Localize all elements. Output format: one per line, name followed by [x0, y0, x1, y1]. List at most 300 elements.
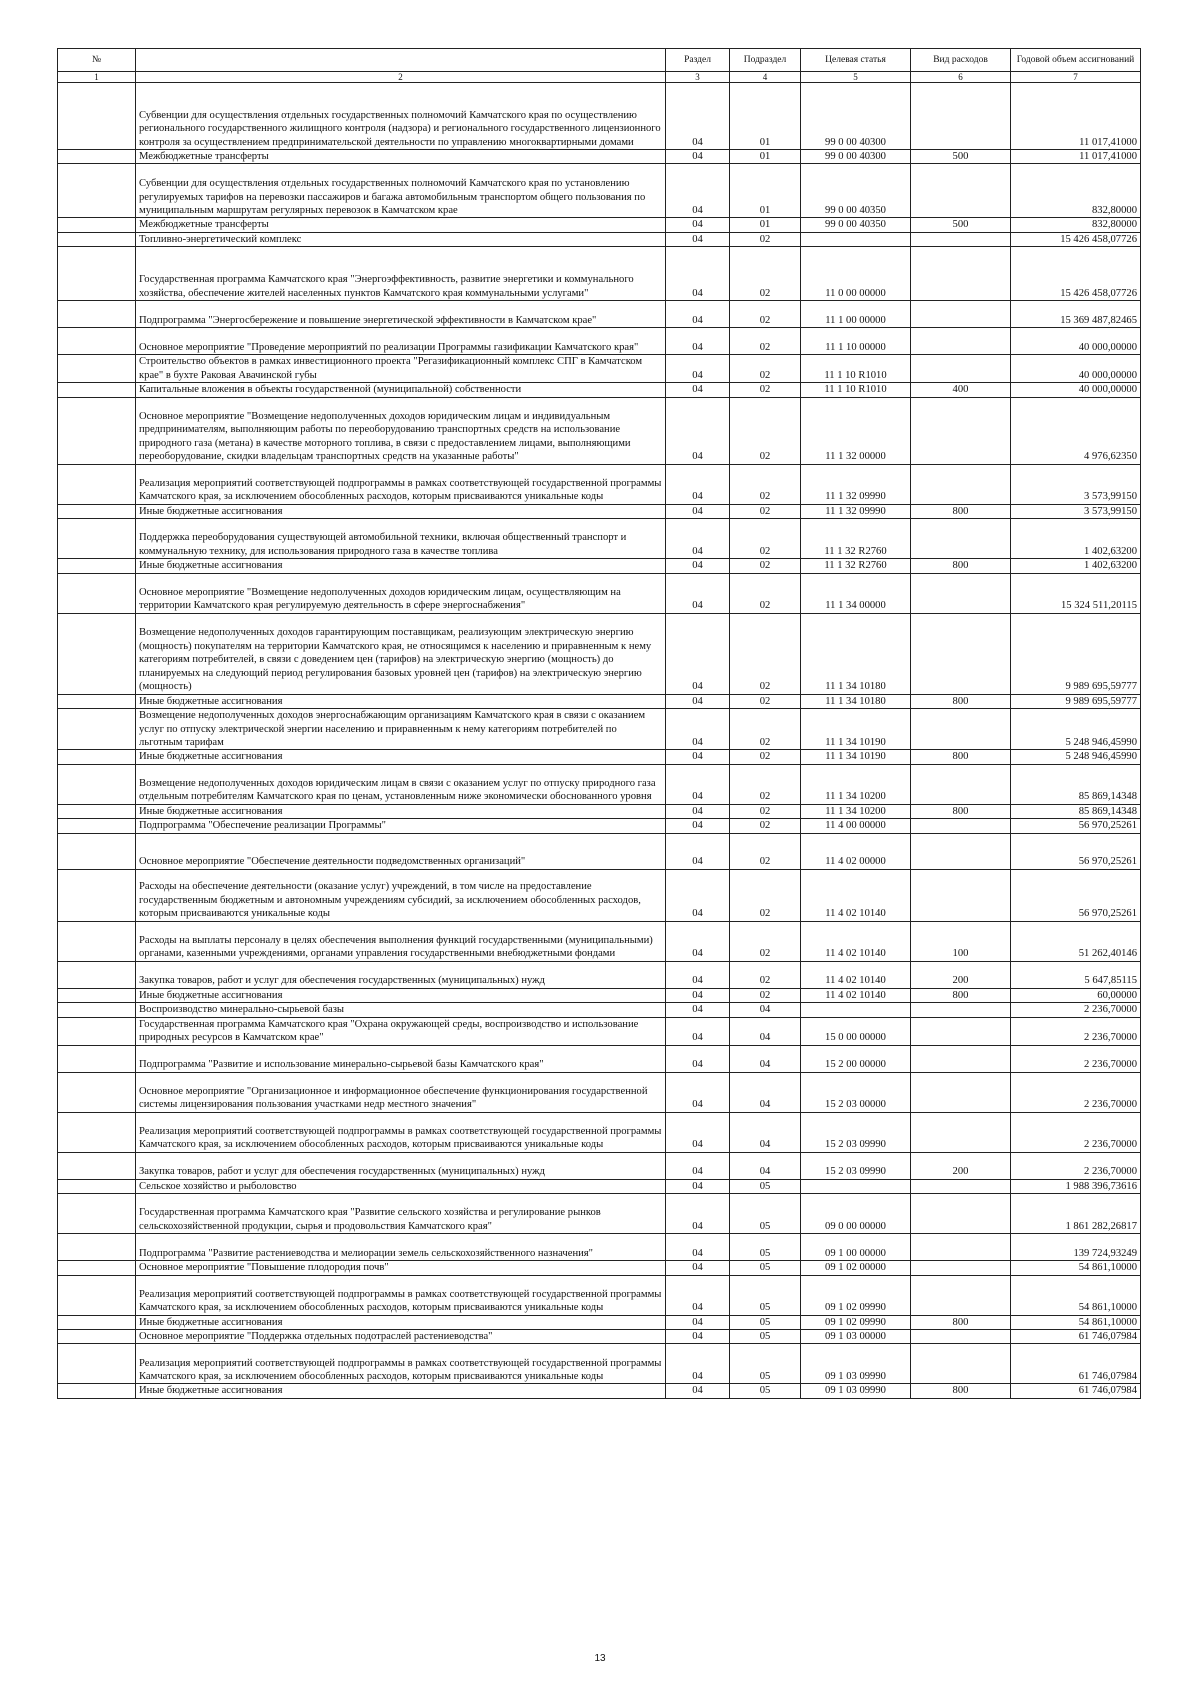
table-row: [58, 833, 1141, 869]
row-vid-cell: [911, 869, 1011, 921]
row-amount-cell: 2 236,70000: [1011, 1072, 1141, 1112]
header-amount: Годовой объем ассигнований: [1011, 49, 1141, 72]
row-podrazdel-cell: 02: [730, 301, 801, 328]
table-body: [58, 83, 1141, 1399]
table-row: [58, 218, 1141, 232]
row-podrazdel-cell: 05: [730, 1179, 801, 1193]
row-razdel-cell: 04: [666, 519, 730, 559]
row-amount-cell: 56 970,25261: [1011, 819, 1141, 833]
table-row: [58, 232, 1141, 246]
row-name-cell: Основное мероприятие "Возмещение недополученных доходов юридическим лицам и индивидуальным предпринимателям, выполняющим работы по переоборудованию транспортных средств на использование природного газа (метана) в качестве моторного топлива, в связи с предоставлением лицами, выполняющими переоборудование, скидки владельцам транспортных средств на указанные работы": [136, 397, 666, 464]
row-name-cell: Иные бюджетные ассигнования: [136, 1315, 666, 1329]
table-row: [58, 397, 1141, 464]
row-name-cell: Подпрограмма "Обеспечение реализации Программы": [136, 819, 666, 833]
row-vid-cell: [911, 613, 1011, 694]
row-num-cell: [58, 464, 136, 504]
table-row: [58, 247, 1141, 301]
row-vid-cell: 400: [911, 383, 1011, 397]
row-num-cell: [58, 150, 136, 164]
row-num-cell: [58, 383, 136, 397]
table-row: [58, 301, 1141, 328]
row-num-cell: [58, 328, 136, 355]
row-name-cell: Основное мероприятие "Повышение плодородия почв": [136, 1261, 666, 1275]
row-num-cell: [58, 1344, 136, 1384]
column-number: 2: [136, 72, 666, 83]
table-row: [58, 150, 1141, 164]
row-razdel-cell: 04: [666, 709, 730, 750]
row-name-cell: Расходы на обеспечение деятельности (оказание услуг) учреждений, в том числе на предоставление государственным бюджетным и автономным учреждениям субсидий, за исключением обособленных расходов, которым присваиваются уникальные коды: [136, 869, 666, 921]
row-name-cell: Основное мероприятие "Проведение мероприятий по реализации Программы газификации Камчатского края": [136, 328, 666, 355]
row-target-cell: [801, 1179, 911, 1193]
row-target-cell: 15 2 03 09990: [801, 1112, 911, 1152]
row-amount-cell: 61 746,07984: [1011, 1384, 1141, 1398]
row-razdel-cell: 04: [666, 921, 730, 961]
row-num-cell: [58, 694, 136, 708]
row-amount-cell: 11 017,41000: [1011, 150, 1141, 164]
row-num-cell: [58, 519, 136, 559]
row-name-cell: Реализация мероприятий соответствующей подпрограммы в рамках соответствующей государственной программы Камчатского края, за исключением обособленных расходов, которым присваиваются уникальные коды: [136, 1112, 666, 1152]
row-podrazdel-cell: 02: [730, 988, 801, 1002]
header-name: [136, 49, 666, 72]
row-name-cell: Основное мероприятие "Поддержка отдельных подотраслей растениеводства": [136, 1329, 666, 1343]
table-row: [58, 819, 1141, 833]
row-vid-cell: 800: [911, 559, 1011, 573]
row-amount-cell: 5 248 946,45990: [1011, 709, 1141, 750]
row-razdel-cell: 04: [666, 1003, 730, 1017]
table-row: [58, 750, 1141, 764]
row-podrazdel-cell: 02: [730, 833, 801, 869]
table-row: [58, 764, 1141, 804]
row-vid-cell: 500: [911, 150, 1011, 164]
row-podrazdel-cell: 02: [730, 709, 801, 750]
row-num-cell: [58, 1152, 136, 1179]
row-podrazdel-cell: 02: [730, 232, 801, 246]
row-num-cell: [58, 1275, 136, 1315]
row-amount-cell: 51 262,40146: [1011, 921, 1141, 961]
row-podrazdel-cell: 02: [730, 750, 801, 764]
row-podrazdel-cell: 02: [730, 819, 801, 833]
row-num-cell: [58, 218, 136, 232]
row-vid-cell: 100: [911, 921, 1011, 961]
row-target-cell: 11 0 00 00000: [801, 247, 911, 301]
row-amount-cell: 1 861 282,26817: [1011, 1194, 1141, 1234]
row-target-cell: 15 0 00 00000: [801, 1017, 911, 1045]
row-razdel-cell: 04: [666, 1152, 730, 1179]
row-podrazdel-cell: 05: [730, 1344, 801, 1384]
row-target-cell: 09 1 02 00000: [801, 1261, 911, 1275]
row-num-cell: [58, 613, 136, 694]
table-row: [58, 1152, 1141, 1179]
row-target-cell: 11 1 32 09990: [801, 464, 911, 504]
row-podrazdel-cell: 01: [730, 83, 801, 150]
row-amount-cell: 40 000,00000: [1011, 328, 1141, 355]
row-vid-cell: [911, 1344, 1011, 1384]
budget-table: [57, 48, 1141, 1399]
row-amount-cell: 1 402,63200: [1011, 559, 1141, 573]
header-target: Целевая статья: [801, 49, 911, 72]
row-name-cell: Основное мероприятие "Организационное и информационное обеспечение функционирования государственной системы лицензирования пользования участками недр местного значения": [136, 1072, 666, 1112]
row-podrazdel-cell: 05: [730, 1234, 801, 1261]
row-razdel-cell: 04: [666, 301, 730, 328]
table-row: [58, 464, 1141, 504]
row-amount-cell: 832,80000: [1011, 218, 1141, 232]
row-razdel-cell: 04: [666, 1045, 730, 1072]
row-podrazdel-cell: 04: [730, 1112, 801, 1152]
row-podrazdel-cell: 01: [730, 218, 801, 232]
row-razdel-cell: 04: [666, 573, 730, 613]
row-podrazdel-cell: 02: [730, 355, 801, 383]
row-num-cell: [58, 1315, 136, 1329]
table-row: [58, 869, 1141, 921]
row-target-cell: 11 1 34 00000: [801, 573, 911, 613]
row-name-cell: Основное мероприятие "Возмещение недополученных доходов юридическим лицам, осуществляющим на территории Камчатского края регулируемую деятельность в сфере энергоснабжения": [136, 573, 666, 613]
row-name-cell: Топливно-энергетический комплекс: [136, 232, 666, 246]
row-razdel-cell: 04: [666, 247, 730, 301]
table-row: [58, 961, 1141, 988]
row-name-cell: Подпрограмма "Развитие и использование минерально-сырьевой базы Камчатского края": [136, 1045, 666, 1072]
row-podrazdel-cell: 02: [730, 764, 801, 804]
row-name-cell: Иные бюджетные ассигнования: [136, 694, 666, 708]
row-vid-cell: [911, 1234, 1011, 1261]
row-amount-cell: 61 746,07984: [1011, 1329, 1141, 1343]
row-amount-cell: 2 236,70000: [1011, 1003, 1141, 1017]
row-target-cell: 09 1 02 09990: [801, 1315, 911, 1329]
row-target-cell: 09 1 03 09990: [801, 1384, 911, 1398]
row-podrazdel-cell: 02: [730, 328, 801, 355]
row-podrazdel-cell: 02: [730, 921, 801, 961]
row-razdel-cell: 04: [666, 150, 730, 164]
row-target-cell: 99 0 00 40350: [801, 218, 911, 232]
row-num-cell: [58, 1234, 136, 1261]
row-target-cell: 11 1 34 10190: [801, 750, 911, 764]
row-num-cell: [58, 1045, 136, 1072]
row-num-cell: [58, 355, 136, 383]
row-name-cell: Реализация мероприятий соответствующей подпрограммы в рамках соответствующей государственной программы Камчатского края, за исключением обособленных расходов, которым присваиваются уникальные коды: [136, 1344, 666, 1384]
row-razdel-cell: 04: [666, 164, 730, 218]
row-podrazdel-cell: 02: [730, 247, 801, 301]
row-vid-cell: [911, 247, 1011, 301]
row-podrazdel-cell: 05: [730, 1384, 801, 1398]
column-number: 3: [666, 72, 730, 83]
row-vid-cell: [911, 1045, 1011, 1072]
row-razdel-cell: 04: [666, 397, 730, 464]
row-podrazdel-cell: 01: [730, 164, 801, 218]
row-target-cell: 11 4 02 10140: [801, 988, 911, 1002]
row-amount-cell: 54 861,10000: [1011, 1315, 1141, 1329]
table-row: [58, 1329, 1141, 1343]
row-podrazdel-cell: 02: [730, 804, 801, 818]
row-vid-cell: 800: [911, 750, 1011, 764]
row-num-cell: [58, 504, 136, 518]
row-target-cell: 09 1 03 00000: [801, 1329, 911, 1343]
row-razdel-cell: 04: [666, 961, 730, 988]
row-target-cell: 99 0 00 40300: [801, 83, 911, 150]
row-vid-cell: [911, 301, 1011, 328]
row-num-cell: [58, 1384, 136, 1398]
row-name-cell: Межбюджетные трансферты: [136, 218, 666, 232]
row-num-cell: [58, 1112, 136, 1152]
row-razdel-cell: 04: [666, 464, 730, 504]
row-num-cell: [58, 750, 136, 764]
row-podrazdel-cell: 02: [730, 961, 801, 988]
row-target-cell: 09 1 00 00000: [801, 1234, 911, 1261]
row-vid-cell: [911, 464, 1011, 504]
row-podrazdel-cell: 02: [730, 613, 801, 694]
row-vid-cell: [911, 1194, 1011, 1234]
row-name-cell: Реализация мероприятий соответствующей подпрограммы в рамках соответствующей государственной программы Камчатского края, за исключением обособленных расходов, которым присваиваются уникальные коды: [136, 1275, 666, 1315]
row-amount-cell: 3 573,99150: [1011, 504, 1141, 518]
row-vid-cell: 200: [911, 961, 1011, 988]
row-razdel-cell: 04: [666, 613, 730, 694]
row-podrazdel-cell: 02: [730, 519, 801, 559]
row-name-cell: Поддержка переоборудования существующей автомобильной техники, включая общественный транспорт и коммунальную технику, для использования природного газа в качестве топлива: [136, 519, 666, 559]
row-name-cell: Основное мероприятие "Обеспечение деятельности подведомственных организаций": [136, 833, 666, 869]
row-name-cell: Возмещение недополученных доходов юридическим лицам в связи с оказанием услуг по отпуску природного газа отдельным потребителям Камчатского края по ценам, установленным ниже экономически обоснованного уровня: [136, 764, 666, 804]
table-row: [58, 1045, 1141, 1072]
header-num: №: [58, 49, 136, 72]
row-target-cell: 11 4 02 10140: [801, 961, 911, 988]
row-podrazdel-cell: 05: [730, 1275, 801, 1315]
row-num-cell: [58, 232, 136, 246]
row-num-cell: [58, 573, 136, 613]
row-razdel-cell: 04: [666, 869, 730, 921]
row-name-cell: Государственная программа Камчатского края "Энергоэффективность, развитие энергетики и коммунального хозяйства, обеспечение жителей населенных пунктов Камчатского края коммунальными услугами": [136, 247, 666, 301]
row-razdel-cell: 04: [666, 988, 730, 1002]
table-row: [58, 1384, 1141, 1398]
row-name-cell: Воспроизводство минерально-сырьевой базы: [136, 1003, 666, 1017]
row-vid-cell: 800: [911, 504, 1011, 518]
row-num-cell: [58, 83, 136, 150]
row-podrazdel-cell: 04: [730, 1152, 801, 1179]
row-name-cell: Субвенции для осуществления отдельных государственных полномочий Камчатского края по осуществлению регионального государственного жилищного контроля (надзора) и регионального государственного лицензионного контроля за осуществлением предпринимательской деятельности по управлению многоквартирными домами: [136, 83, 666, 150]
row-amount-cell: 9 989 695,59777: [1011, 613, 1141, 694]
row-num-cell: [58, 988, 136, 1002]
row-vid-cell: 800: [911, 694, 1011, 708]
row-target-cell: 11 1 32 00000: [801, 397, 911, 464]
row-razdel-cell: 04: [666, 1072, 730, 1112]
row-podrazdel-cell: 02: [730, 504, 801, 518]
row-target-cell: 15 2 03 09990: [801, 1152, 911, 1179]
row-razdel-cell: 04: [666, 1329, 730, 1343]
page-number: 13: [594, 1653, 606, 1664]
row-vid-cell: 200: [911, 1152, 1011, 1179]
row-vid-cell: [911, 232, 1011, 246]
row-vid-cell: 800: [911, 988, 1011, 1002]
row-amount-cell: 40 000,00000: [1011, 383, 1141, 397]
row-amount-cell: 2 236,70000: [1011, 1112, 1141, 1152]
row-vid-cell: [911, 1003, 1011, 1017]
row-name-cell: Иные бюджетные ассигнования: [136, 559, 666, 573]
row-amount-cell: 11 017,41000: [1011, 83, 1141, 150]
table-row: [58, 1179, 1141, 1193]
row-name-cell: Иные бюджетные ассигнования: [136, 804, 666, 818]
row-podrazdel-cell: 01: [730, 150, 801, 164]
row-amount-cell: 1 402,63200: [1011, 519, 1141, 559]
row-target-cell: 11 1 34 10190: [801, 709, 911, 750]
row-vid-cell: [911, 519, 1011, 559]
table-row: [58, 1003, 1141, 1017]
row-num-cell: [58, 1261, 136, 1275]
row-vid-cell: [911, 1329, 1011, 1343]
row-num-cell: [58, 869, 136, 921]
header-podrazdel: Подраздел: [730, 49, 801, 72]
row-razdel-cell: 04: [666, 1315, 730, 1329]
row-podrazdel-cell: 02: [730, 397, 801, 464]
row-amount-cell: 15 426 458,07726: [1011, 247, 1141, 301]
row-name-cell: Субвенции для осуществления отдельных государственных полномочий Камчатского края по установлению регулируемых тарифов на перевозки пассажиров и багажа автомобильным транспортом общего пользования по муниципальным маршрутам регулярных перевозок в Камчатском крае: [136, 164, 666, 218]
row-podrazdel-cell: 02: [730, 464, 801, 504]
row-amount-cell: 85 869,14348: [1011, 764, 1141, 804]
table-row: [58, 694, 1141, 708]
row-razdel-cell: 04: [666, 833, 730, 869]
row-name-cell: Закупка товаров, работ и услуг для обеспечения государственных (муниципальных) нужд: [136, 1152, 666, 1179]
row-amount-cell: 54 861,10000: [1011, 1261, 1141, 1275]
row-podrazdel-cell: 04: [730, 1072, 801, 1112]
row-name-cell: Реализация мероприятий соответствующей подпрограммы в рамках соответствующей государственной программы Камчатского края, за исключением обособленных расходов, которым присваиваются уникальные коды: [136, 464, 666, 504]
row-podrazdel-cell: 02: [730, 559, 801, 573]
row-target-cell: 11 4 02 10140: [801, 869, 911, 921]
row-vid-cell: 800: [911, 1384, 1011, 1398]
row-razdel-cell: 04: [666, 750, 730, 764]
row-razdel-cell: 04: [666, 1179, 730, 1193]
row-razdel-cell: 04: [666, 1261, 730, 1275]
row-target-cell: 15 2 00 00000: [801, 1045, 911, 1072]
table-row: [58, 573, 1141, 613]
row-podrazdel-cell: 02: [730, 383, 801, 397]
table-row: [58, 1315, 1141, 1329]
row-razdel-cell: 04: [666, 694, 730, 708]
row-vid-cell: [911, 1112, 1011, 1152]
row-target-cell: 11 1 00 00000: [801, 301, 911, 328]
row-name-cell: Капитальные вложения в объекты государственной (муниципальной) собственности: [136, 383, 666, 397]
row-name-cell: Иные бюджетные ассигнования: [136, 504, 666, 518]
row-vid-cell: [911, 328, 1011, 355]
row-vid-cell: [911, 833, 1011, 869]
row-num-cell: [58, 833, 136, 869]
row-vid-cell: [911, 819, 1011, 833]
table-row: [58, 1017, 1141, 1045]
row-name-cell: Иные бюджетные ассигнования: [136, 1384, 666, 1398]
row-name-cell: Расходы на выплаты персоналу в целях обеспечения выполнения функций государственными (муниципальными) органами, казенными учреждениями, органами управления государственными внебюджетными фондами: [136, 921, 666, 961]
row-target-cell: 11 1 34 10180: [801, 694, 911, 708]
row-podrazdel-cell: 05: [730, 1194, 801, 1234]
row-vid-cell: [911, 1072, 1011, 1112]
table-row: [58, 164, 1141, 218]
row-name-cell: Подпрограмма "Развитие растениеводства и мелиорации земель сельскохозяйственного назначения": [136, 1234, 666, 1261]
column-number: 4: [730, 72, 801, 83]
row-name-cell: Закупка товаров, работ и услуг для обеспечения государственных (муниципальных) нужд: [136, 961, 666, 988]
row-amount-cell: 139 724,93249: [1011, 1234, 1141, 1261]
row-target-cell: 15 2 03 00000: [801, 1072, 911, 1112]
row-num-cell: [58, 397, 136, 464]
table-row: [58, 1112, 1141, 1152]
row-name-cell: Иные бюджетные ассигнования: [136, 750, 666, 764]
row-vid-cell: [911, 355, 1011, 383]
row-num-cell: [58, 819, 136, 833]
row-amount-cell: 5 248 946,45990: [1011, 750, 1141, 764]
row-razdel-cell: 04: [666, 328, 730, 355]
row-num-cell: [58, 1003, 136, 1017]
row-razdel-cell: 04: [666, 383, 730, 397]
column-number-row: [58, 72, 1141, 83]
table-row: [58, 1072, 1141, 1112]
row-amount-cell: 4 976,62350: [1011, 397, 1141, 464]
row-amount-cell: 60,00000: [1011, 988, 1141, 1002]
row-num-cell: [58, 301, 136, 328]
row-razdel-cell: 04: [666, 804, 730, 818]
table-row: [58, 1344, 1141, 1384]
row-vid-cell: [911, 709, 1011, 750]
row-num-cell: [58, 1179, 136, 1193]
row-amount-cell: 9 989 695,59777: [1011, 694, 1141, 708]
row-amount-cell: 832,80000: [1011, 164, 1141, 218]
column-number: 6: [911, 72, 1011, 83]
row-target-cell: 11 1 32 R2760: [801, 559, 911, 573]
row-amount-cell: 5 647,85115: [1011, 961, 1141, 988]
table-row: [58, 1194, 1141, 1234]
row-razdel-cell: 04: [666, 1344, 730, 1384]
row-razdel-cell: 04: [666, 1017, 730, 1045]
row-target-cell: 99 0 00 40350: [801, 164, 911, 218]
row-vid-cell: [911, 83, 1011, 150]
table-row: [58, 1261, 1141, 1275]
header-vid: Вид расходов: [911, 49, 1011, 72]
row-razdel-cell: 04: [666, 1194, 730, 1234]
header-razdel: Раздел: [666, 49, 730, 72]
row-amount-cell: 56 970,25261: [1011, 833, 1141, 869]
row-vid-cell: [911, 1017, 1011, 1045]
row-podrazdel-cell: 04: [730, 1003, 801, 1017]
row-vid-cell: [911, 1179, 1011, 1193]
row-amount-cell: 2 236,70000: [1011, 1045, 1141, 1072]
table-header-row: [58, 49, 1141, 72]
row-amount-cell: 54 861,10000: [1011, 1275, 1141, 1315]
row-target-cell: 11 4 02 00000: [801, 833, 911, 869]
row-target-cell: 09 1 02 09990: [801, 1275, 911, 1315]
row-name-cell: Государственная программа Камчатского края "Охрана окружающей среды, воспроизводство и использование природных ресурсов в Камчатском крае": [136, 1017, 666, 1045]
row-razdel-cell: 04: [666, 218, 730, 232]
row-target-cell: 11 4 00 00000: [801, 819, 911, 833]
row-razdel-cell: 04: [666, 355, 730, 383]
column-number: 7: [1011, 72, 1141, 83]
row-name-cell: Строительство объектов в рамках инвестиционного проекта "Регазификационный комплекс СПГ в Камчатском крае" в бухте Раковая Авачинской губы: [136, 355, 666, 383]
row-vid-cell: 500: [911, 218, 1011, 232]
table-row: [58, 921, 1141, 961]
row-razdel-cell: 04: [666, 764, 730, 804]
table-row: [58, 83, 1141, 150]
row-num-cell: [58, 247, 136, 301]
row-target-cell: 11 1 32 09990: [801, 504, 911, 518]
row-amount-cell: 40 000,00000: [1011, 355, 1141, 383]
row-podrazdel-cell: 05: [730, 1315, 801, 1329]
row-target-cell: 11 1 10 R1010: [801, 355, 911, 383]
row-num-cell: [58, 164, 136, 218]
row-vid-cell: 800: [911, 1315, 1011, 1329]
row-amount-cell: 1 988 396,73616: [1011, 1179, 1141, 1193]
row-vid-cell: 800: [911, 804, 1011, 818]
row-vid-cell: [911, 397, 1011, 464]
row-name-cell: Подпрограмма "Энергосбережение и повышение энергетической эффективности в Камчатском крае": [136, 301, 666, 328]
row-amount-cell: 56 970,25261: [1011, 869, 1141, 921]
row-amount-cell: 2 236,70000: [1011, 1152, 1141, 1179]
row-target-cell: 09 1 03 09990: [801, 1344, 911, 1384]
row-num-cell: [58, 961, 136, 988]
row-amount-cell: 61 746,07984: [1011, 1344, 1141, 1384]
row-name-cell: Возмещение недополученных доходов гарантирующим поставщикам, реализующим электрическую энергию (мощность) покупателям на территории Камчатского края, не относящимся к населению и приравненным к нему категориям потребителей, в связи с доведением цен (тарифов) на электрическую энергию (мощность) до планируемых на следующий период регулирования базовых уровней цен (тарифов) на электрическую энергию (мощность): [136, 613, 666, 694]
table-row: [58, 559, 1141, 573]
row-podrazdel-cell: 04: [730, 1017, 801, 1045]
row-podrazdel-cell: 05: [730, 1329, 801, 1343]
